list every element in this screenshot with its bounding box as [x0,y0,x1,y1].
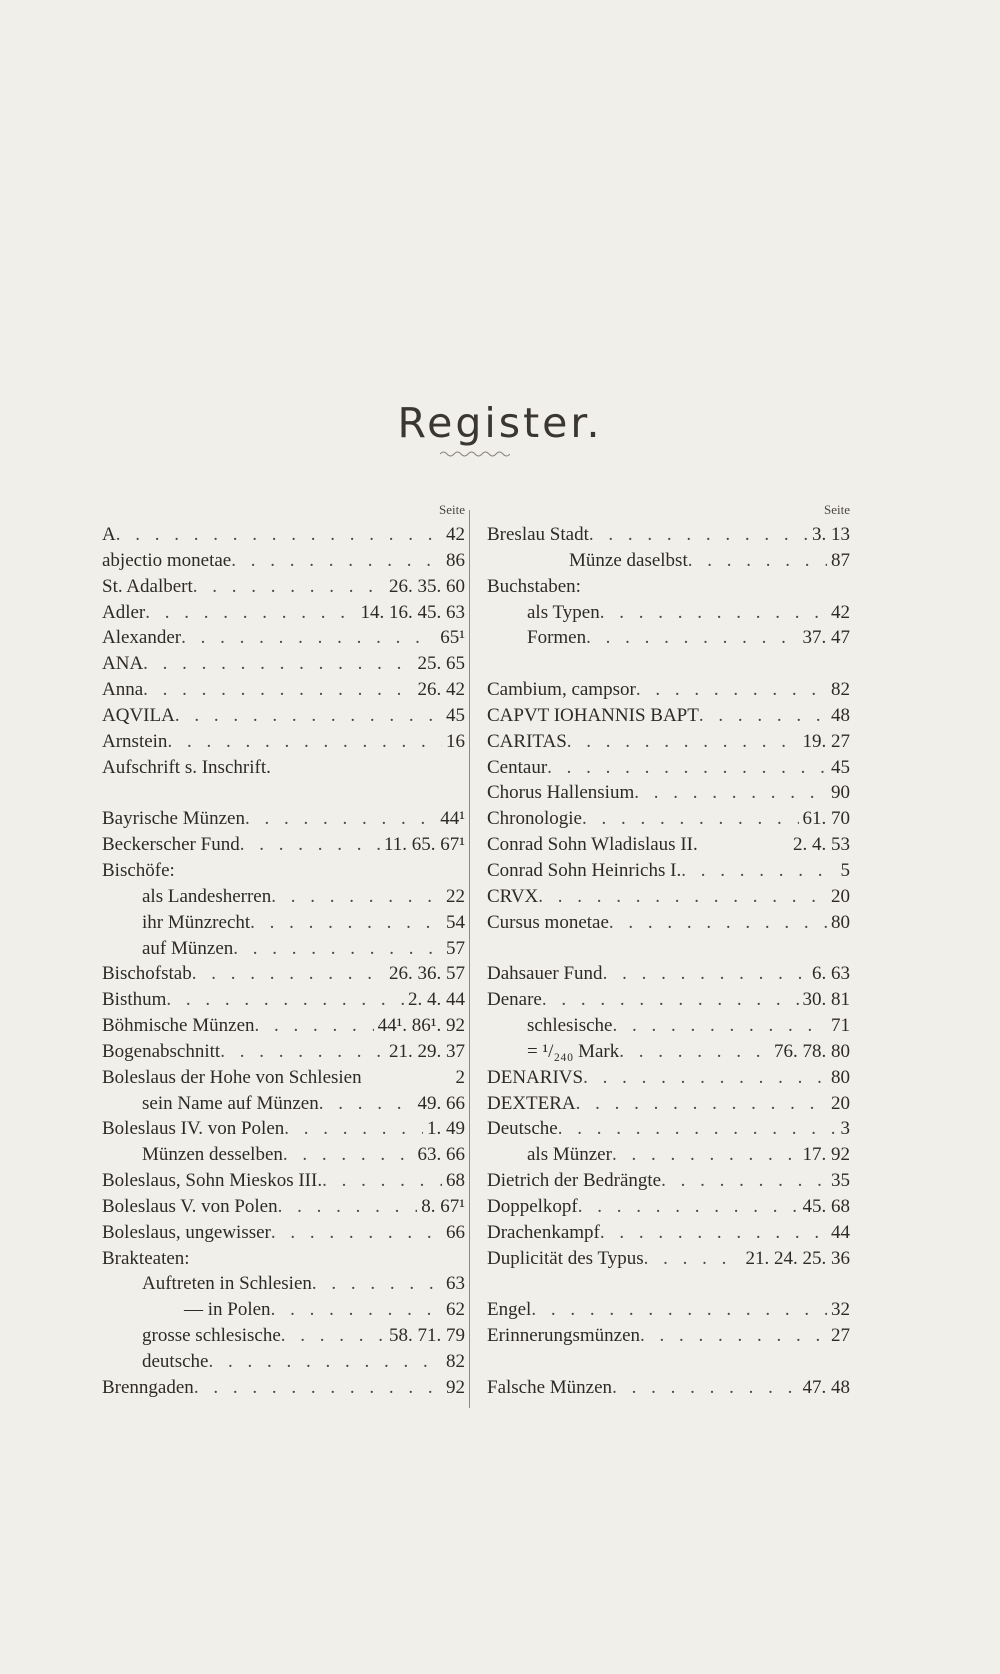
index-entry [487,1297,850,1323]
entry-label: abjectio monetae [102,549,232,571]
leader-dots [586,625,798,651]
index-entry [487,755,850,781]
index-entry [487,987,850,1013]
entry-page-numbers: 2. 4. 53 [793,834,850,856]
leader-dots [220,1039,385,1065]
leader-dots [233,936,442,962]
index-entry [487,1194,850,1220]
entry-label: Engel [487,1299,532,1321]
index-entry [487,780,850,806]
leader-dots [612,1142,799,1168]
index-column-left [102,502,465,1401]
entry-label: CAPVT IOHANNIS BAPT [487,704,699,726]
leader-dots [283,1142,414,1168]
entry-label: Alexander [102,627,182,649]
entry-page-numbers: 58. 71. 79 [389,1325,465,1347]
entry-label: Bischöfe: [102,859,175,881]
entry-label: schlesische [527,1015,613,1037]
entry-page-numbers: 26. 36. 57 [389,963,465,985]
entry-page-numbers: 45. 68 [802,1195,850,1217]
index-entry [487,961,850,987]
leader-dots [231,548,442,574]
index-entry [487,910,850,936]
entry-page-numbers: 17. 92 [802,1144,850,1166]
index-entry [102,1116,465,1142]
entry-label: Bayrische Münzen [102,808,245,830]
entry-page-numbers: 86 [446,549,465,571]
entry-label: ANA [102,653,144,675]
leader-dots [167,729,442,755]
entry-label: Dahsauer Fund [487,963,603,985]
entry-label: Conrad Sohn Heinrichs I. [487,859,682,881]
leader-dots [192,961,385,987]
entry-label: A [102,524,116,545]
index-entry [487,677,850,703]
index-entry [102,1220,465,1246]
entry-page-numbers: 27 [831,1325,850,1347]
entry-label: Deutsche [487,1118,558,1140]
index-entry [102,1194,465,1220]
entry-label: Münze daselbst [569,549,688,571]
entry-page-numbers: 44¹ [440,808,465,830]
entry-page-numbers: 80 [831,1066,850,1088]
leader-dots [271,884,442,910]
entry-page-numbers: 92 [446,1376,465,1398]
entry-label: Cursus monetae [487,911,609,933]
entry-label: DEXTERA [487,1092,576,1114]
index-entry [487,1013,850,1039]
leader-dots [143,677,413,703]
index-entry [102,884,465,910]
index-entry [102,1271,465,1297]
column-divider [469,510,470,1408]
entry-label: Centaur [487,756,548,778]
index-entry [487,1065,850,1091]
entry-page-numbers: 42 [831,601,850,623]
entry-label: Bogenabschnitt [102,1040,221,1062]
leader-dots [166,987,404,1013]
entry-page-numbers: 5 [840,859,850,881]
index-entry [102,987,465,1013]
column-header-seite: Seite [824,502,850,517]
entry-label: Boleslaus, Sohn Mieskos III. [102,1170,323,1192]
entry-label: Brenngaden [102,1376,194,1398]
entry-page-numbers: 54 [446,911,465,933]
leader-dots [558,1116,837,1142]
entry-label: Böhmische Münzen [102,1015,255,1037]
leader-dots [634,780,827,806]
entry-label: CARITAS [487,730,567,752]
index-entry [102,961,465,987]
entry-page-numbers: 87 [831,549,850,571]
leader-dots [583,1065,827,1091]
entry-label: Aufschrift s. Inschrift. [102,756,271,778]
leader-dots [145,600,356,626]
entry-label: als Typen [527,601,600,623]
entry-label: Chronologie [487,808,582,830]
leader-dots [619,1039,770,1065]
entry-page-numbers: 3 [840,1118,850,1140]
entry-page-numbers: 62 [446,1299,465,1321]
leader-dots [661,1168,827,1194]
index-entry [102,1065,465,1091]
index-entry [487,1116,850,1142]
leader-dots [175,703,442,729]
entry-label: = ¹/₂₄₀ Mark [527,1040,620,1062]
leader-dots [271,1297,442,1323]
blank-row [487,936,850,962]
entry-page-numbers: 44¹. 86¹. 92 [377,1015,465,1037]
leader-dots [582,806,799,832]
leader-dots [542,987,799,1013]
index-entry [487,1142,850,1168]
index-entry [102,1349,465,1375]
leader-dots [640,1323,827,1349]
column-header-seite: Seite [439,502,465,517]
index-entry [487,522,850,548]
leader-dots [284,1116,423,1142]
index-entry [102,910,465,936]
index-entry [102,703,465,729]
leader-dots [567,729,799,755]
entry-page-numbers: 14. 16. 45. 63 [360,601,465,623]
index-entry [102,936,465,962]
entry-page-numbers: 30. 81 [802,989,850,1011]
index-entry [487,806,850,832]
entry-page-numbers: 32 [831,1299,850,1321]
entry-page-numbers: 25. 65 [417,653,465,675]
leader-dots [681,858,836,884]
entry-label: Brakteaten: [102,1247,190,1269]
entry-page-numbers: 71 [831,1015,850,1037]
entry-page-numbers: 44 [831,1221,850,1243]
leader-dots [589,522,808,548]
entry-page-numbers: 42 [446,524,465,545]
entry-label: Boleslaus, ungewisser [102,1221,271,1243]
leader-dots [312,1271,442,1297]
index-entry [102,600,465,626]
index-entry [102,1246,465,1272]
index-entry [102,729,465,755]
leader-dots [245,806,436,832]
index-entry [487,1375,850,1401]
entry-label: Falsche Münzen [487,1376,613,1398]
index-entry [102,677,465,703]
leader-dots [278,1194,418,1220]
leader-dots [319,1091,414,1117]
index-entry [102,806,465,832]
entry-label: Cambium, campsor [487,679,636,701]
entry-label: Chorus Hallensium [487,782,635,804]
index-entry [487,729,850,755]
index-column-right [487,502,850,1401]
entry-label: Denare [487,989,542,1011]
entry-page-numbers: 19. 27 [802,730,850,752]
entry-label: Boleslaus V. von Polen [102,1195,278,1217]
entry-page-numbers: 65¹ [440,627,465,649]
entry-label: ihr Münzrecht [142,911,251,933]
leader-dots [688,548,827,574]
blank-row [487,1349,850,1375]
entry-label: Boleslaus IV. von Polen [102,1118,285,1140]
entry-page-numbers: 63 [446,1273,465,1295]
entry-label: als Münzer [527,1144,612,1166]
index-entry [102,522,465,548]
leader-dots [194,1375,442,1401]
leader-dots [578,1194,799,1220]
entry-page-numbers: 37. 47 [802,627,850,649]
leader-dots [636,677,827,703]
index-entry [487,548,850,574]
page-title: Register. [397,399,603,448]
entry-label: DENARIVS [487,1066,584,1088]
entry-label: Arnstein [102,730,168,752]
leader-dots [538,884,827,910]
entry-label: Anna [102,679,144,701]
entry-label: Breslau Stadt [487,524,589,545]
blank-row [102,780,465,806]
entry-label: Formen [527,627,587,649]
leader-dots [143,651,413,677]
index-entry [102,1142,465,1168]
entry-label: — in Polen [184,1299,271,1321]
entry-label: Adler [102,601,146,623]
entry-page-numbers: 66 [446,1221,465,1243]
entry-label: deutsche [142,1351,209,1372]
index-entry [102,1375,465,1401]
index-entry [487,1039,850,1065]
entry-page-numbers: 90 [831,782,850,804]
entry-page-numbers: 8. 67¹ [421,1195,465,1217]
index-entry [487,1168,850,1194]
index-entry [487,574,850,600]
leader-dots [281,1323,385,1349]
index-entries-left [102,522,465,1401]
entry-label: Beckerscher Fund [102,834,240,856]
leader-dots [603,961,808,987]
entry-page-numbers: 21. 29. 37 [389,1040,465,1062]
entry-page-numbers: 35 [831,1170,850,1192]
index-entry [102,1091,465,1117]
index-entry [487,1246,850,1272]
entry-page-numbers: 11. 65. 67¹ [384,834,465,856]
entry-page-numbers: 61. 70 [802,808,850,830]
leader-dots [609,910,827,936]
entry-label: Münzen desselben [142,1144,283,1166]
entry-page-numbers: 63. 66 [417,1144,465,1166]
leader-dots [699,703,827,729]
index-entry [487,884,850,910]
entry-label: Duplicität des Typus [487,1247,644,1269]
decorative-wavy-rule [440,449,510,459]
entry-label: Doppelkopf [487,1195,578,1217]
entry-page-numbers: 6. 63 [812,963,850,985]
leader-dots [644,1246,742,1272]
index-entry [102,651,465,677]
entry-page-numbers: 47. 48 [802,1376,850,1398]
leader-dots [250,910,442,936]
blank-row [487,651,850,677]
entry-page-numbers: 82 [446,1351,465,1372]
leader-dots [116,522,442,548]
leader-dots [612,1013,827,1039]
entry-label: Buchstaben: [487,575,581,597]
leader-dots [576,1091,827,1117]
entry-label: Dietrich der Bedrängte [487,1170,662,1192]
entry-page-numbers: 45 [831,756,850,778]
index-entry [487,625,850,651]
entry-page-numbers: 2 [455,1066,465,1088]
entry-label: grosse schlesische [142,1325,281,1347]
leader-dots [547,755,827,781]
leader-dots [208,1349,442,1375]
entry-page-numbers: 22 [446,885,465,907]
entry-page-numbers: 21. 24. 25. 36 [745,1247,850,1269]
index-entry [487,858,850,884]
leader-dots [240,832,380,858]
index-entry [102,755,465,781]
index-entry [102,574,465,600]
entry-label: Erinnerungsmünzen [487,1325,641,1347]
leader-dots [193,574,385,600]
entry-label: CRVX [487,885,539,907]
entry-page-numbers: 2. 4. 44 [408,989,465,1011]
entry-page-numbers: 68 [446,1170,465,1192]
entry-label: sein Name auf Münzen [142,1092,319,1114]
entry-page-numbers: 1. 49 [427,1118,465,1140]
entry-page-numbers: 48 [831,704,850,726]
leader-dots [600,1220,827,1246]
leader-dots [322,1168,442,1194]
index-entry [487,703,850,729]
index-entry [102,858,465,884]
entry-page-numbers: 26. 42 [417,679,465,701]
entry-page-numbers: 76. 78. 80 [774,1040,850,1062]
index-entry [102,1039,465,1065]
index-entry [487,1220,850,1246]
index-entry [102,832,465,858]
index-entry [102,1168,465,1194]
entry-label: Conrad Sohn Wladislaus II. [487,834,698,856]
entry-label: AQVILA [102,704,175,726]
entry-page-numbers: 82 [831,679,850,701]
index-entry [102,1013,465,1039]
entry-page-numbers: 20 [831,885,850,907]
entry-page-numbers: 3. 13 [812,524,850,545]
entry-label: Drachenkampf [487,1221,600,1243]
index-entry [102,548,465,574]
entry-page-numbers: 49. 66 [417,1092,465,1114]
entry-label: Boleslaus der Hohe von Schlesien [102,1066,362,1088]
leader-dots [600,600,827,626]
entry-page-numbers: 20 [831,1092,850,1114]
leader-dots [612,1375,798,1401]
index-entries-right [487,522,850,1401]
entry-page-numbers: 16 [446,730,465,752]
entry-label: auf Münzen [142,937,234,959]
entry-page-numbers: 80 [831,911,850,933]
leader-dots [271,1220,442,1246]
index-entry [102,1323,465,1349]
entry-label: Bisthum [102,989,167,1011]
entry-label: St. Adalbert [102,575,193,597]
index-entry [487,600,850,626]
entry-page-numbers: 57 [446,937,465,959]
leader-dots [531,1297,827,1323]
entry-label: Auftreten in Schlesien [142,1273,312,1295]
entry-page-numbers: 45 [446,704,465,726]
index-entry [102,1297,465,1323]
entry-label: als Landesherren [142,885,272,907]
entry-label: Bischofstab [102,963,192,985]
leader-dots [255,1013,374,1039]
index-entry [487,1323,850,1349]
index-entry [102,625,465,651]
index-entry [487,1091,850,1117]
entry-page-numbers: 26. 35. 60 [389,575,465,597]
index-entry [487,832,850,858]
leader-dots [181,625,436,651]
blank-row [487,1271,850,1297]
